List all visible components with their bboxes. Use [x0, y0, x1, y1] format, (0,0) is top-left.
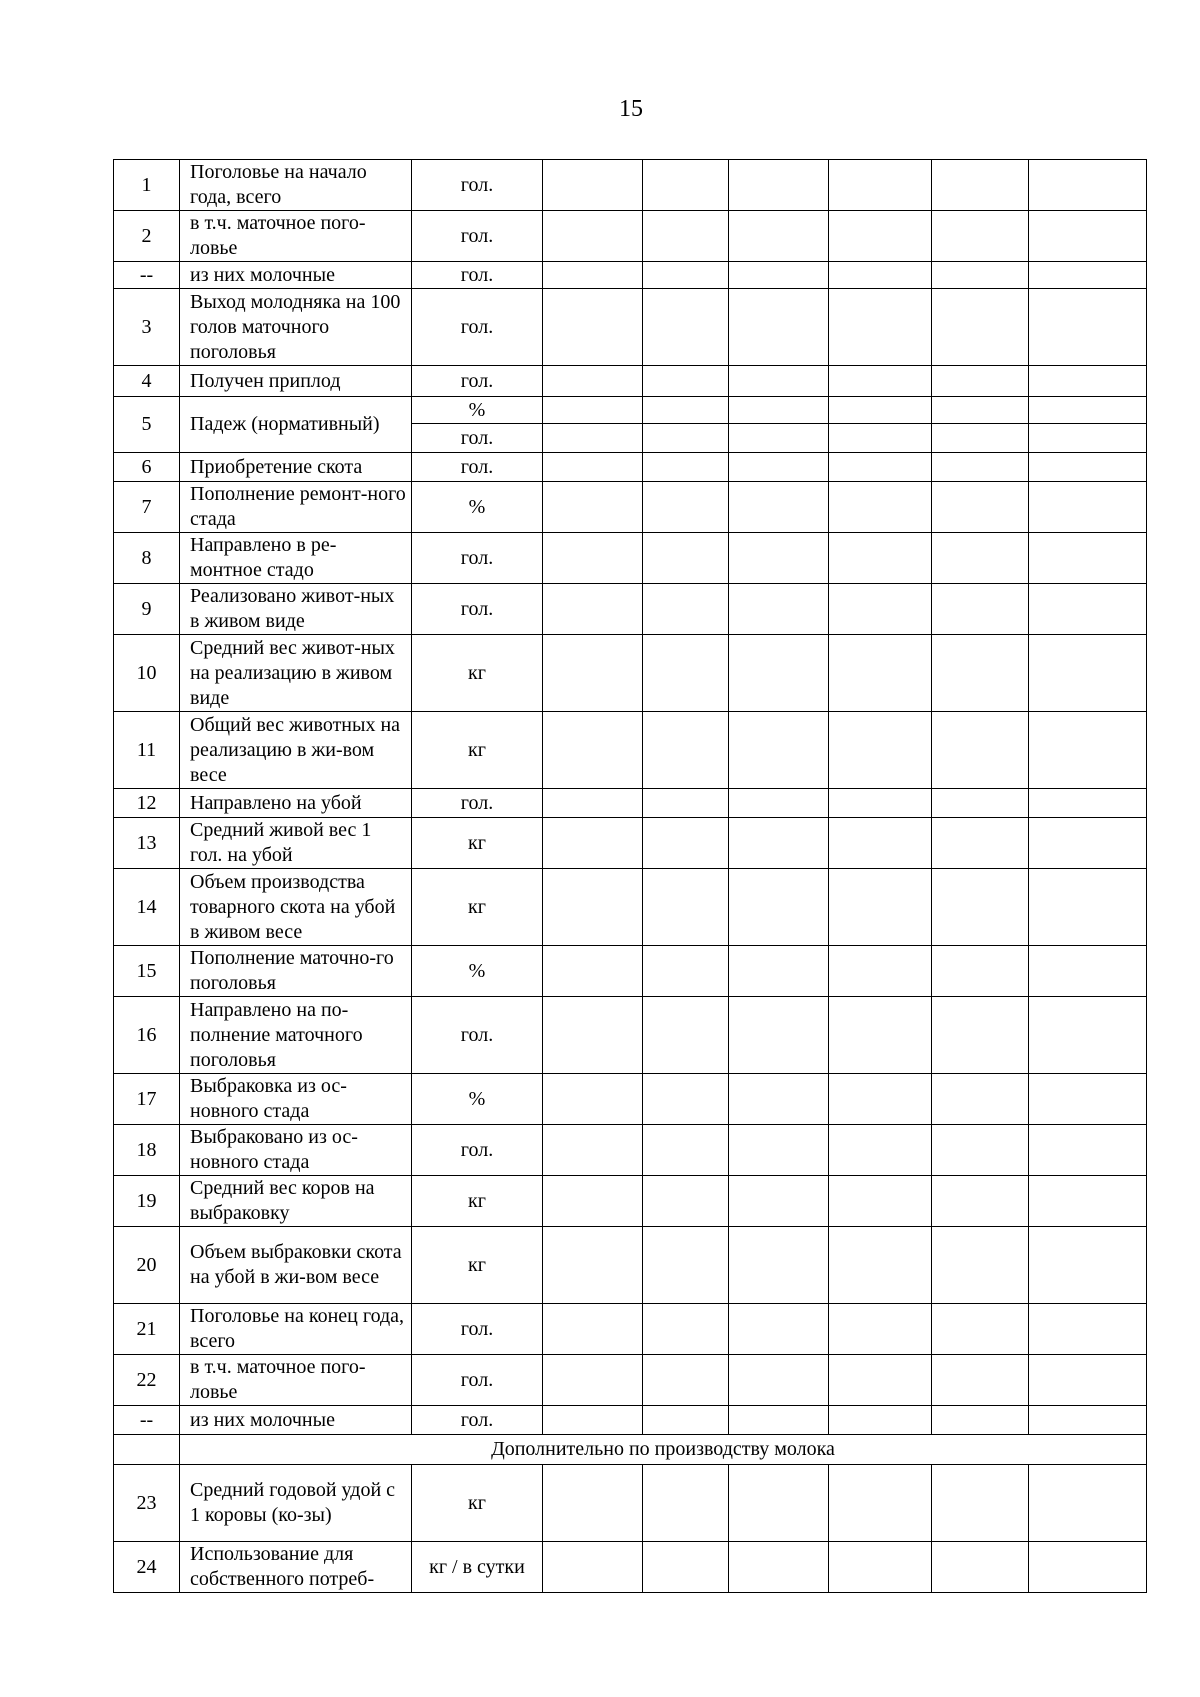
- indicator-cell: Пополнение ремонт-ного стада: [180, 482, 412, 533]
- value-cell: [729, 1542, 829, 1593]
- indicator-cell: в т.ч. маточное пого-ловье: [180, 1355, 412, 1406]
- value-cell: [729, 1176, 829, 1227]
- table-row: [114, 946, 1147, 997]
- table-row: [114, 533, 1147, 584]
- table-row: [114, 1542, 1147, 1593]
- value-cell: [829, 946, 932, 997]
- value-cell: [729, 482, 829, 533]
- unit-cell: гол.: [412, 211, 543, 262]
- unit-cell: кг: [412, 1227, 543, 1304]
- value-cell: [643, 533, 729, 584]
- value-cell: [829, 584, 932, 635]
- value-cell: [729, 1406, 829, 1435]
- value-cell: [543, 818, 643, 869]
- value-cell: [1029, 160, 1147, 211]
- value-cell: [1029, 789, 1147, 818]
- value-cell: [729, 1125, 829, 1176]
- value-cell: [1029, 1465, 1147, 1542]
- indicator-cell: Поголовье на конец года, всего: [180, 1304, 412, 1355]
- value-cell: [829, 789, 932, 818]
- value-cell: [543, 1355, 643, 1406]
- value-cell: [729, 712, 829, 789]
- value-cell: [543, 635, 643, 712]
- value-cell: [932, 1125, 1029, 1176]
- value-cell: [932, 818, 1029, 869]
- value-cell: [829, 289, 932, 366]
- value-cell: [932, 584, 1029, 635]
- value-cell: [643, 1125, 729, 1176]
- value-cell: [829, 453, 932, 482]
- value-cell: [729, 1465, 829, 1542]
- unit-cell: %: [412, 397, 543, 424]
- value-cell: [729, 789, 829, 818]
- table-row: [114, 262, 1147, 289]
- row-number-cell: --: [114, 262, 180, 289]
- value-cell: [729, 1355, 829, 1406]
- value-cell: [829, 997, 932, 1074]
- value-cell: [643, 424, 729, 453]
- value-cell: [1029, 482, 1147, 533]
- table-row: [114, 818, 1147, 869]
- value-cell: [1029, 1176, 1147, 1227]
- value-cell: [932, 453, 1029, 482]
- unit-cell: кг: [412, 869, 543, 946]
- value-cell: [1029, 453, 1147, 482]
- row-number-cell: 7: [114, 482, 180, 533]
- value-cell: [829, 1406, 932, 1435]
- value-cell: [1029, 366, 1147, 397]
- value-cell: [932, 1465, 1029, 1542]
- value-cell: [1029, 818, 1147, 869]
- row-number-cell: 24: [114, 1542, 180, 1593]
- section-row: [114, 1435, 1147, 1465]
- value-cell: [729, 262, 829, 289]
- value-cell: [932, 366, 1029, 397]
- indicator-cell: Средний годовой удой с 1 коровы (ко-зы): [180, 1465, 412, 1542]
- unit-cell: гол.: [412, 789, 543, 818]
- value-cell: [643, 397, 729, 424]
- value-cell: [543, 1406, 643, 1435]
- value-cell: [729, 289, 829, 366]
- row-number-cell: 19: [114, 1176, 180, 1227]
- table-row: [114, 366, 1147, 397]
- value-cell: [729, 533, 829, 584]
- value-cell: [643, 584, 729, 635]
- value-cell: [543, 712, 643, 789]
- indicator-cell: из них молочные: [180, 262, 412, 289]
- value-cell: [729, 1304, 829, 1355]
- value-cell: [829, 160, 932, 211]
- value-cell: [643, 789, 729, 818]
- row-number-cell: --: [114, 1406, 180, 1435]
- table-row: [114, 1406, 1147, 1435]
- value-cell: [643, 1227, 729, 1304]
- value-cell: [643, 1465, 729, 1542]
- row-number-cell: 10: [114, 635, 180, 712]
- value-cell: [1029, 1355, 1147, 1406]
- value-cell: [643, 946, 729, 997]
- value-cell: [829, 397, 932, 424]
- indicator-cell: Средний вес коров на выбраковку: [180, 1176, 412, 1227]
- table-row: [114, 211, 1147, 262]
- value-cell: [1029, 289, 1147, 366]
- table-row: [114, 1227, 1147, 1304]
- unit-cell: кг: [412, 1176, 543, 1227]
- table-row: [114, 482, 1147, 533]
- value-cell: [543, 1465, 643, 1542]
- row-number-cell: 22: [114, 1355, 180, 1406]
- value-cell: [729, 1227, 829, 1304]
- value-cell: [1029, 635, 1147, 712]
- value-cell: [729, 946, 829, 997]
- value-cell: [829, 818, 932, 869]
- table-row: [114, 1074, 1147, 1125]
- value-cell: [829, 211, 932, 262]
- unit-cell: гол.: [412, 262, 543, 289]
- row-number-cell: 4: [114, 366, 180, 397]
- value-cell: [729, 997, 829, 1074]
- value-cell: [932, 946, 1029, 997]
- value-cell: [829, 366, 932, 397]
- value-cell: [543, 211, 643, 262]
- value-cell: [932, 1406, 1029, 1435]
- value-cell: [1029, 1304, 1147, 1355]
- value-cell: [932, 262, 1029, 289]
- table-row: [114, 289, 1147, 366]
- unit-cell: гол.: [412, 997, 543, 1074]
- value-cell: [1029, 1406, 1147, 1435]
- value-cell: [643, 1355, 729, 1406]
- value-cell: [543, 997, 643, 1074]
- value-cell: [1029, 397, 1147, 424]
- unit-cell: гол.: [412, 584, 543, 635]
- indicator-cell: Средний живой вес 1 гол. на убой: [180, 818, 412, 869]
- value-cell: [543, 366, 643, 397]
- value-cell: [932, 211, 1029, 262]
- indicator-cell: Направлено на по-полнение маточного поголовья: [180, 997, 412, 1074]
- unit-cell: кг: [412, 635, 543, 712]
- value-cell: [932, 289, 1029, 366]
- value-cell: [643, 1074, 729, 1125]
- section-title: Дополнительно по производству молока: [180, 1435, 1147, 1465]
- unit-cell: гол.: [412, 1304, 543, 1355]
- value-cell: [1029, 1227, 1147, 1304]
- value-cell: [1029, 712, 1147, 789]
- table-row: [114, 584, 1147, 635]
- value-cell: [543, 453, 643, 482]
- unit-cell: гол.: [412, 453, 543, 482]
- row-number-cell: 2: [114, 211, 180, 262]
- value-cell: [643, 869, 729, 946]
- value-cell: [1029, 211, 1147, 262]
- table-row: [114, 869, 1147, 946]
- indicator-cell: Направлено в ре-монтное стадо: [180, 533, 412, 584]
- table-row: [114, 1176, 1147, 1227]
- indicator-cell: Направлено на убой: [180, 789, 412, 818]
- indicator-cell: Общий вес животных на реализацию в жи-вом весе: [180, 712, 412, 789]
- value-cell: [643, 1176, 729, 1227]
- value-cell: [932, 1304, 1029, 1355]
- value-cell: [932, 635, 1029, 712]
- indicator-cell: Приобретение скота: [180, 453, 412, 482]
- value-cell: [543, 533, 643, 584]
- value-cell: [1029, 946, 1147, 997]
- unit-cell: %: [412, 946, 543, 997]
- value-cell: [643, 453, 729, 482]
- value-cell: [643, 482, 729, 533]
- value-cell: [932, 482, 1029, 533]
- value-cell: [829, 1176, 932, 1227]
- value-cell: [543, 262, 643, 289]
- value-cell: [643, 211, 729, 262]
- indicator-cell: в т.ч. маточное пого-ловье: [180, 211, 412, 262]
- unit-cell: кг: [412, 712, 543, 789]
- value-cell: [729, 453, 829, 482]
- livestock-table: [113, 159, 1147, 1593]
- table-row: [114, 635, 1147, 712]
- unit-cell: гол.: [412, 1355, 543, 1406]
- row-number-cell: 14: [114, 869, 180, 946]
- unit-cell: гол.: [412, 1125, 543, 1176]
- row-number-cell: 11: [114, 712, 180, 789]
- row-number-cell: 21: [114, 1304, 180, 1355]
- unit-cell: кг: [412, 1465, 543, 1542]
- table-row: [114, 712, 1147, 789]
- value-cell: [643, 1406, 729, 1435]
- value-cell: [829, 1542, 932, 1593]
- value-cell: [932, 1355, 1029, 1406]
- unit-cell: кг: [412, 818, 543, 869]
- value-cell: [932, 869, 1029, 946]
- value-cell: [1029, 533, 1147, 584]
- value-cell: [543, 946, 643, 997]
- unit-cell: гол.: [412, 533, 543, 584]
- value-cell: [729, 211, 829, 262]
- table-row: [114, 453, 1147, 482]
- value-cell: [543, 1125, 643, 1176]
- value-cell: [643, 1304, 729, 1355]
- value-cell: [543, 482, 643, 533]
- value-cell: [932, 533, 1029, 584]
- table-row: [114, 789, 1147, 818]
- value-cell: [1029, 1074, 1147, 1125]
- row-number-cell: 6: [114, 453, 180, 482]
- indicator-cell: Поголовье на начало года, всего: [180, 160, 412, 211]
- unit-cell: гол.: [412, 160, 543, 211]
- value-cell: [829, 424, 932, 453]
- value-cell: [543, 1074, 643, 1125]
- value-cell: [643, 262, 729, 289]
- value-cell: [543, 289, 643, 366]
- value-cell: [543, 789, 643, 818]
- value-cell: [829, 1125, 932, 1176]
- value-cell: [829, 482, 932, 533]
- value-cell: [829, 712, 932, 789]
- value-cell: [643, 160, 729, 211]
- value-cell: [932, 1074, 1029, 1125]
- value-cell: [1029, 424, 1147, 453]
- row-number-cell: 13: [114, 818, 180, 869]
- value-cell: [829, 1465, 932, 1542]
- row-number-cell: 17: [114, 1074, 180, 1125]
- value-cell: [643, 997, 729, 1074]
- value-cell: [543, 1304, 643, 1355]
- indicator-cell: Падеж (нормативный): [180, 397, 412, 453]
- value-cell: [729, 424, 829, 453]
- value-cell: [643, 289, 729, 366]
- indicator-cell: Выбраковано из ос-новного стада: [180, 1125, 412, 1176]
- value-cell: [829, 1304, 932, 1355]
- indicator-cell: Объем выбраковки скота на убой в жи-вом весе: [180, 1227, 412, 1304]
- value-cell: [729, 635, 829, 712]
- value-cell: [729, 818, 829, 869]
- row-number-cell: 18: [114, 1125, 180, 1176]
- table-row: [114, 160, 1147, 211]
- value-cell: [829, 1074, 932, 1125]
- value-cell: [1029, 262, 1147, 289]
- value-cell: [932, 1542, 1029, 1593]
- value-cell: [829, 533, 932, 584]
- row-number-cell: 8: [114, 533, 180, 584]
- value-cell: [729, 869, 829, 946]
- table-row: [114, 1304, 1147, 1355]
- value-cell: [829, 1227, 932, 1304]
- value-cell: [543, 869, 643, 946]
- value-cell: [1029, 1542, 1147, 1593]
- value-cell: [932, 712, 1029, 789]
- unit-cell: гол.: [412, 289, 543, 366]
- table-row: [114, 1465, 1147, 1542]
- row-number-cell: 12: [114, 789, 180, 818]
- value-cell: [543, 160, 643, 211]
- unit-cell: гол.: [412, 366, 543, 397]
- table-row: [114, 1125, 1147, 1176]
- value-cell: [729, 397, 829, 424]
- value-cell: [543, 1227, 643, 1304]
- value-cell: [643, 366, 729, 397]
- value-cell: [932, 160, 1029, 211]
- value-cell: [829, 869, 932, 946]
- value-cell: [932, 424, 1029, 453]
- row-number-cell: [114, 1435, 180, 1465]
- value-cell: [932, 997, 1029, 1074]
- value-cell: [729, 584, 829, 635]
- indicator-cell: Использование для собственного потреб-: [180, 1542, 412, 1593]
- value-cell: [543, 584, 643, 635]
- value-cell: [1029, 869, 1147, 946]
- value-cell: [932, 789, 1029, 818]
- value-cell: [643, 1542, 729, 1593]
- unit-cell: %: [412, 1074, 543, 1125]
- row-number-cell: 1: [114, 160, 180, 211]
- row-number-cell: 15: [114, 946, 180, 997]
- indicator-cell: Реализовано живот-ных в живом виде: [180, 584, 412, 635]
- indicator-cell: Пополнение маточно-го поголовья: [180, 946, 412, 997]
- indicator-cell: Выход молодняка на 100 голов маточного поголовья: [180, 289, 412, 366]
- value-cell: [932, 1227, 1029, 1304]
- table-row: [114, 997, 1147, 1074]
- value-cell: [729, 1074, 829, 1125]
- indicator-cell: Получен приплод: [180, 366, 412, 397]
- row-number-cell: 5: [114, 397, 180, 453]
- unit-cell: кг / в сутки: [412, 1542, 543, 1593]
- row-number-cell: 9: [114, 584, 180, 635]
- table-row: [114, 397, 1147, 424]
- row-number-cell: 3: [114, 289, 180, 366]
- indicator-cell: Средний вес живот-ных на реализацию в живом виде: [180, 635, 412, 712]
- unit-cell: гол.: [412, 424, 543, 453]
- indicator-cell: из них молочные: [180, 1406, 412, 1435]
- value-cell: [543, 1176, 643, 1227]
- value-cell: [543, 424, 643, 453]
- indicator-cell: Выбраковка из ос-новного стада: [180, 1074, 412, 1125]
- value-cell: [729, 160, 829, 211]
- value-cell: [543, 1542, 643, 1593]
- value-cell: [1029, 997, 1147, 1074]
- value-cell: [729, 366, 829, 397]
- value-cell: [829, 262, 932, 289]
- value-cell: [643, 635, 729, 712]
- value-cell: [829, 635, 932, 712]
- value-cell: [932, 1176, 1029, 1227]
- value-cell: [543, 397, 643, 424]
- value-cell: [829, 1355, 932, 1406]
- page-number: 15: [619, 96, 643, 122]
- unit-cell: гол.: [412, 1406, 543, 1435]
- value-cell: [1029, 1125, 1147, 1176]
- value-cell: [643, 818, 729, 869]
- value-cell: [643, 712, 729, 789]
- row-number-cell: 16: [114, 997, 180, 1074]
- row-number-cell: 23: [114, 1465, 180, 1542]
- value-cell: [932, 397, 1029, 424]
- value-cell: [1029, 584, 1147, 635]
- unit-cell: %: [412, 482, 543, 533]
- row-number-cell: 20: [114, 1227, 180, 1304]
- table-row: [114, 1355, 1147, 1406]
- indicator-cell: Объем производства товарного скота на убой в живом весе: [180, 869, 412, 946]
